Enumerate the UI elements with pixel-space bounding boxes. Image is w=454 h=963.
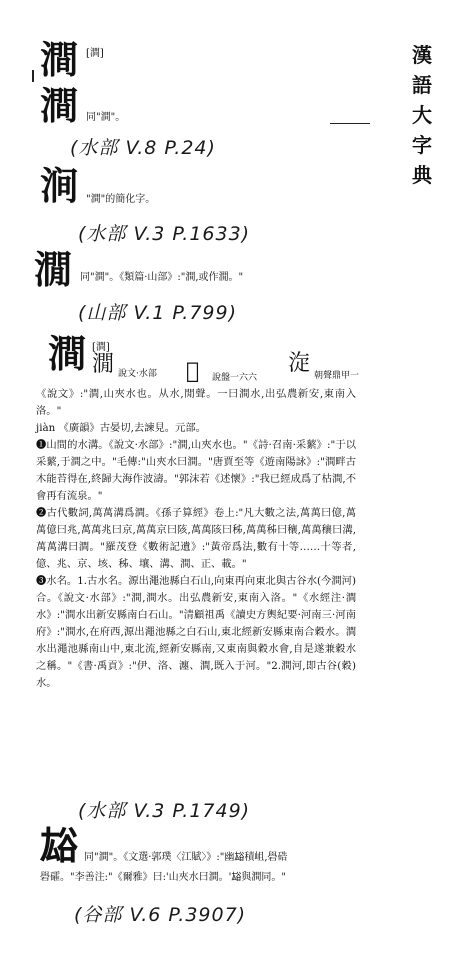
entry2-handwritten-ref: (水部 V.3 P.1633) (78, 223, 251, 245)
entry5-handwritten-ref: (谷部 V.6 P.3907) (74, 904, 247, 926)
seal-form-3-source: 朝聲鼎甲一 (314, 371, 360, 381)
entry1-headword: 澗 (40, 37, 79, 82)
title-char-4: 字 (412, 133, 432, 157)
title-char-1: 漢 (412, 43, 432, 67)
seal-form-2: 𢔐 (186, 359, 200, 384)
entry3-note: 同"澗"。《類篇·山部》:"澗,或作㵎。" (80, 272, 244, 283)
entry5-headword: 𧮯 (40, 823, 79, 868)
entry4-paragraph-3: ❶山間的水溝。《說文·水部》:"澗,山夾水也。"《詩·召南·采蘩》:"于以采蘩,于澗之中。"毛傳:"山夾水曰澗。"唐賈至等《遊南陽詠》:"澗畔古木能苔得在,終歸大海作波濤。"郭沫若《述懷》:"我已經成爲了枯澗,不會再有流泉。" (36, 439, 356, 502)
title-char-2: 語 (412, 73, 432, 97)
seal-form-1-source: 說文·水部 (118, 369, 157, 379)
entry1-handwritten-ref: (水部 V.8 P.24) (70, 137, 216, 159)
dictionary-title (410, 40, 434, 190)
divider-rule (330, 123, 370, 124)
seal-form-3: 㳬 (288, 351, 311, 376)
entry1-note: 同"澗"。 (86, 112, 126, 123)
entry4-paragraph-1: 《說文》:"澗,山夾水也。从水,閒聲。一曰澗水,出弘農新安,東南入洛。" (36, 388, 356, 417)
margin-mark (32, 70, 34, 82)
title-char-5: 典 (412, 163, 432, 187)
seal-form-2-source: 說盤一六六 (212, 373, 258, 383)
entry3-handwritten-ref: (山部 V.1 P.799) (78, 302, 237, 324)
entry1-headword-variant: 澗 (40, 83, 79, 128)
entry4-body (36, 386, 356, 692)
entry4-tag: [澗] (92, 342, 110, 353)
entry4-headword: 澗 (48, 331, 87, 376)
entry2-note: "澗"的簡化字。 (86, 194, 156, 205)
entry5-note-line1: 同"澗"。《文選·郭璞〈江賦〉》:"幽𧮯積岨,礐硞 (84, 852, 288, 863)
entry2-headword: 涧 (40, 163, 79, 208)
entry4-handwritten-ref: (水部 V.3 P.1749) (78, 800, 251, 822)
entry5-note-line2: 礐礭。"李善注:"《爾雅》曰:'山夾水曰澗。'𧮯與澗同。" (40, 872, 287, 883)
entry3-headword: 㵎 (34, 247, 73, 292)
entry1-tag: [澗] (86, 48, 104, 59)
seal-form-1: 㵎 (92, 352, 115, 377)
entry4-paragraph-2: jiàn 《廣韻》古晏切,去諫見。元部。 (36, 422, 206, 434)
title-char-3: 大 (412, 103, 432, 127)
entry4-paragraph-5: ❸水名。1.古水名。源出澠池縣白石山,向東再向東北與古谷水(今澗河)合。《說文·水部》:"澗,澗水。出弘農新安,東南入洛。"《水經注·澗水》:"澗水出新安縣南白石山。"清顧祖禹《讀史方輿紀要·河南三·河南府》:"澗水,在府西,源出澠池縣之白石山,東北經新安縣東南合穀水。澗水出澠池縣南山中,東北流,經新安縣南,又東南與穀水會,自是遂兼穀水之稱。"《書·禹貢》:"伊、洛、瀍、澗,既入于河。"2.澗河,即古谷(穀)水。 (36, 575, 356, 689)
entry4-paragraph-4: ❷古代數詞,萬萬溝爲澗。《孫子算經》卷上:"凡大數之法,萬萬曰億,萬萬億曰兆,萬萬兆曰京,萬萬京曰陔,萬萬陔曰秭,萬萬秭曰穰,萬萬穰曰溝,萬萬溝曰澗。"羅茂登《數術記遺》:"黃帝爲法,數有十等……十等者,億、兆、京、垓、秭、壤、溝、澗、正、載。" (36, 507, 356, 570)
